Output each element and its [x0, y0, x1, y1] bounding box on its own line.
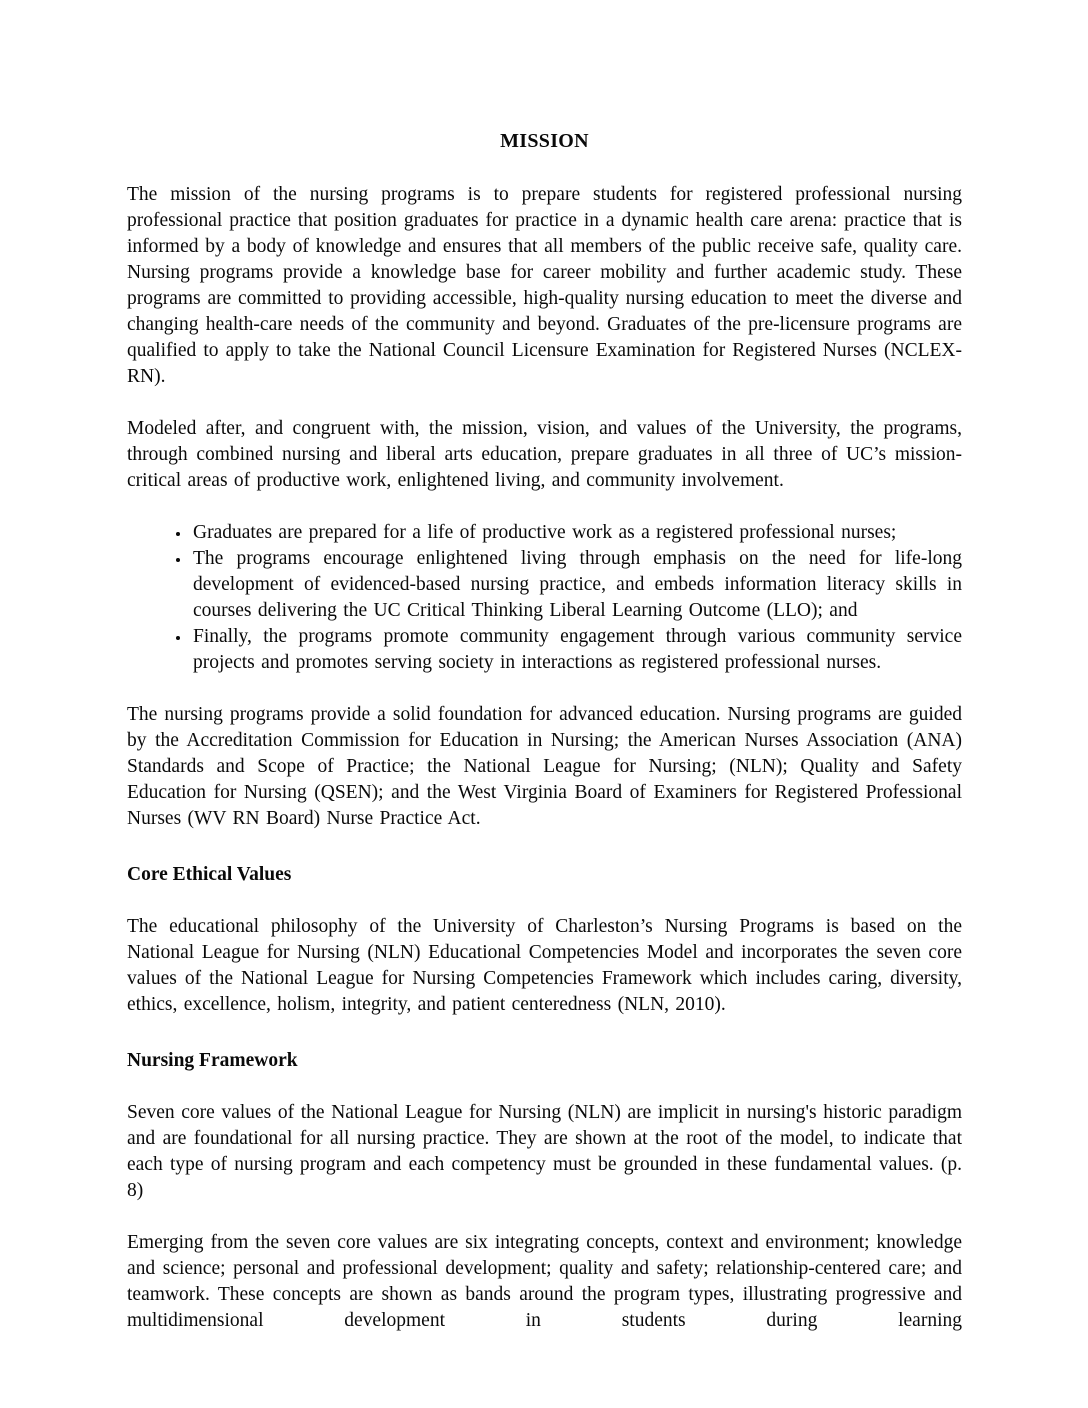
- nursing-framework-paragraph-1: Seven core values of the National League for Nursing (NLN) are implicit in nursing's historic paradigm and are foundational for all nursing practice. They are shown at the root of the model, to indicate that each type of nursing program and each competency must be grounded in these fundamental values. (p. 8): [127, 1102, 962, 1201]
- bullet-item-productive-work: • Graduates are prepared for a life of productive work as a registered professional nurses;: [191, 520, 962, 546]
- bullet-item-enlightened-living: • The programs encourage enlightened living through emphasis on the need for life-long development of evidenced-based nursing practice, and embeds information literacy skills in courses delivering the UC Critical Thinking Liberal Learning Outcome (LLO); and: [191, 546, 962, 624]
- mission-bullet-list: [127, 520, 962, 676]
- mission-paragraph: The mission of the nursing programs is to prepare students for registered professional nursing professional practice that position graduates for practice in a dynamic health care arena: practice that is informed by a body of knowledge and ensures that all members of the public receive safe, quality care. Nursing programs provide a knowledge base for career mobility and further academic study. These programs are committed to providing accessible, high-quality nursing education to meet the diverse and changing health-care needs of the community and beyond. Graduates of the pre-licensure programs are qualified to apply to take the National Council Licensure Examination for Registered Nurses (NCLEX-RN).: [127, 184, 962, 387]
- modeled-after-paragraph: Modeled after, and congruent with, the mission, vision, and values of the University, the programs, through combined nursing and liberal arts education, prepare graduates in all three of UC’s mission-critical areas of productive work, enlightened living, and community involvement.: [127, 418, 962, 491]
- section-heading-core-ethical-values: Core Ethical Values: [127, 864, 292, 885]
- core-ethical-values-paragraph: The educational philosophy of the University of Charleston’s Nursing Programs is based on the National League for Nursing (NLN) Educational Competencies Model and incorporates the seven core values of the National League for Nursing Competencies Framework which includes caring, diversity, ethics, excellence, holism, integrity, and patient centeredness (NLN, 2010).: [127, 916, 962, 1015]
- section-heading-nursing-framework: Nursing Framework: [127, 1050, 298, 1071]
- foundation-paragraph: The nursing programs provide a solid foundation for advanced education. Nursing programs are guided by the Accreditation Commission for Education in Nursing; the American Nurses Association (ANA) Standards and Scope of Practice; the National League for Nursing; (NLN); Quality and Safety Education for Nursing (QSEN); and the West Virginia Board of Examiners for Registered Professional Nurses (WV RN Board) Nurse Practice Act.: [127, 704, 962, 829]
- nursing-framework-paragraph-2: Emerging from the seven core values are six integrating concepts, context and environment; knowledge and science; personal and professional development; quality and safety; relationship-centered care; and teamwork. These concepts are shown as bands around the program types, illustrating progressive and multidimensional development in students during learning: [127, 1232, 962, 1331]
- page-title: MISSION: [500, 130, 589, 152]
- bullet-item-community-engagement: • Finally, the programs promote community engagement through various community service projects and promotes serving society in interactions as registered professional nurses.: [191, 624, 962, 676]
